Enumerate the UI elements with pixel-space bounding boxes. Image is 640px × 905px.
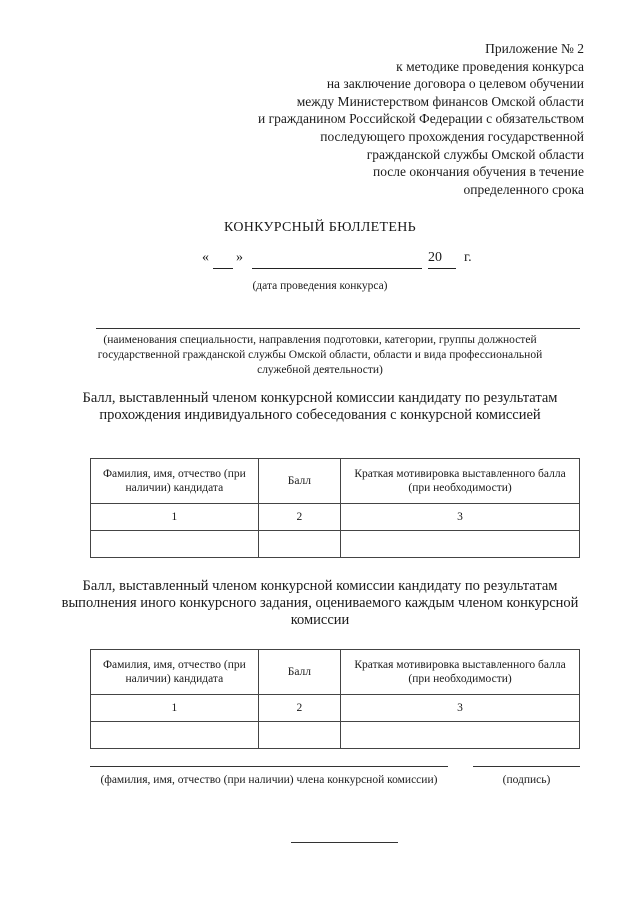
column-number: 3 xyxy=(341,504,580,531)
column-header: Фамилия, имя, отчество (при наличии) кандидата xyxy=(91,459,259,504)
column-header: Балл xyxy=(258,650,340,695)
appendix-line: Приложение № 2 xyxy=(485,41,584,56)
empty-cell xyxy=(341,722,580,749)
year-prefix: 20 xyxy=(428,250,442,265)
task-score-table xyxy=(90,649,580,749)
month-blank xyxy=(252,268,422,269)
appendix-line: определенного срока xyxy=(463,181,584,197)
section2-heading: Балл, выставленный членом конкурсной комиссии кандидату по результатам выполнения иного конкурсного задания, оцениваемого каждым членом конкурсной комиссии xyxy=(61,578,579,628)
closing-rule xyxy=(291,842,398,843)
empty-cell xyxy=(258,531,340,558)
member-name-caption: (фамилия, имя, отчество (при наличии) члена конкурсной комиссии) xyxy=(100,774,438,786)
empty-cell xyxy=(91,722,259,749)
signature-caption: (подпись) xyxy=(502,774,551,786)
signature-blank-line xyxy=(473,766,580,767)
column-number: 3 xyxy=(341,695,580,722)
day-blank xyxy=(213,268,233,269)
column-number: 2 xyxy=(258,695,340,722)
specialty-caption: (наименования специальности, направления подготовки, категории, группы должностей государственной гражданской службы Омской области, области и вида профессиональной служебной деятельности) xyxy=(97,334,543,376)
column-header: Балл xyxy=(258,459,340,504)
section1-heading: Балл, выставленный членом конкурсной комиссии кандидату по результатам прохождения индивидуального собеседования с конкурсной комиссией xyxy=(82,390,558,423)
empty-cell xyxy=(258,722,340,749)
year-blank xyxy=(428,268,456,269)
empty-cell xyxy=(91,531,259,558)
appendix-line: между Министерством финансов Омской области xyxy=(296,93,584,109)
year-suffix: г. xyxy=(464,250,472,265)
date-caption: (дата проведения конкурса) xyxy=(252,280,388,292)
column-number: 1 xyxy=(91,504,259,531)
document-title: КОНКУРСНЫЙ БЮЛЛЕТЕНЬ xyxy=(224,220,416,235)
column-number: 1 xyxy=(91,695,259,722)
appendix-line: и гражданином Российской Федерации с обязательством xyxy=(257,111,584,127)
member-name-blank-line xyxy=(90,766,448,767)
open-quote: « xyxy=(202,250,209,265)
specialty-blank-line xyxy=(96,328,580,329)
appendix-line: после окончания обучения в течение xyxy=(372,164,584,180)
column-header: Краткая мотивировка выставленного балла (при необходимости) xyxy=(341,459,580,504)
empty-cell xyxy=(341,531,580,558)
date-row xyxy=(0,248,640,272)
appendix-line: к методике проведения конкурса xyxy=(396,58,584,74)
appendix-line: гражданской службы Омской области xyxy=(366,146,584,162)
column-header: Краткая мотивировка выставленного балла (при необходимости) xyxy=(341,650,580,695)
column-header: Фамилия, имя, отчество (при наличии) кандидата xyxy=(91,650,259,695)
appendix-line: на заключение договора о целевом обучении xyxy=(326,76,584,92)
close-quote: » xyxy=(236,250,243,265)
appendix-header xyxy=(184,40,584,198)
appendix-line: последующего прохождения государственной xyxy=(320,128,584,144)
column-number: 2 xyxy=(258,504,340,531)
interview-score-table xyxy=(90,458,580,558)
